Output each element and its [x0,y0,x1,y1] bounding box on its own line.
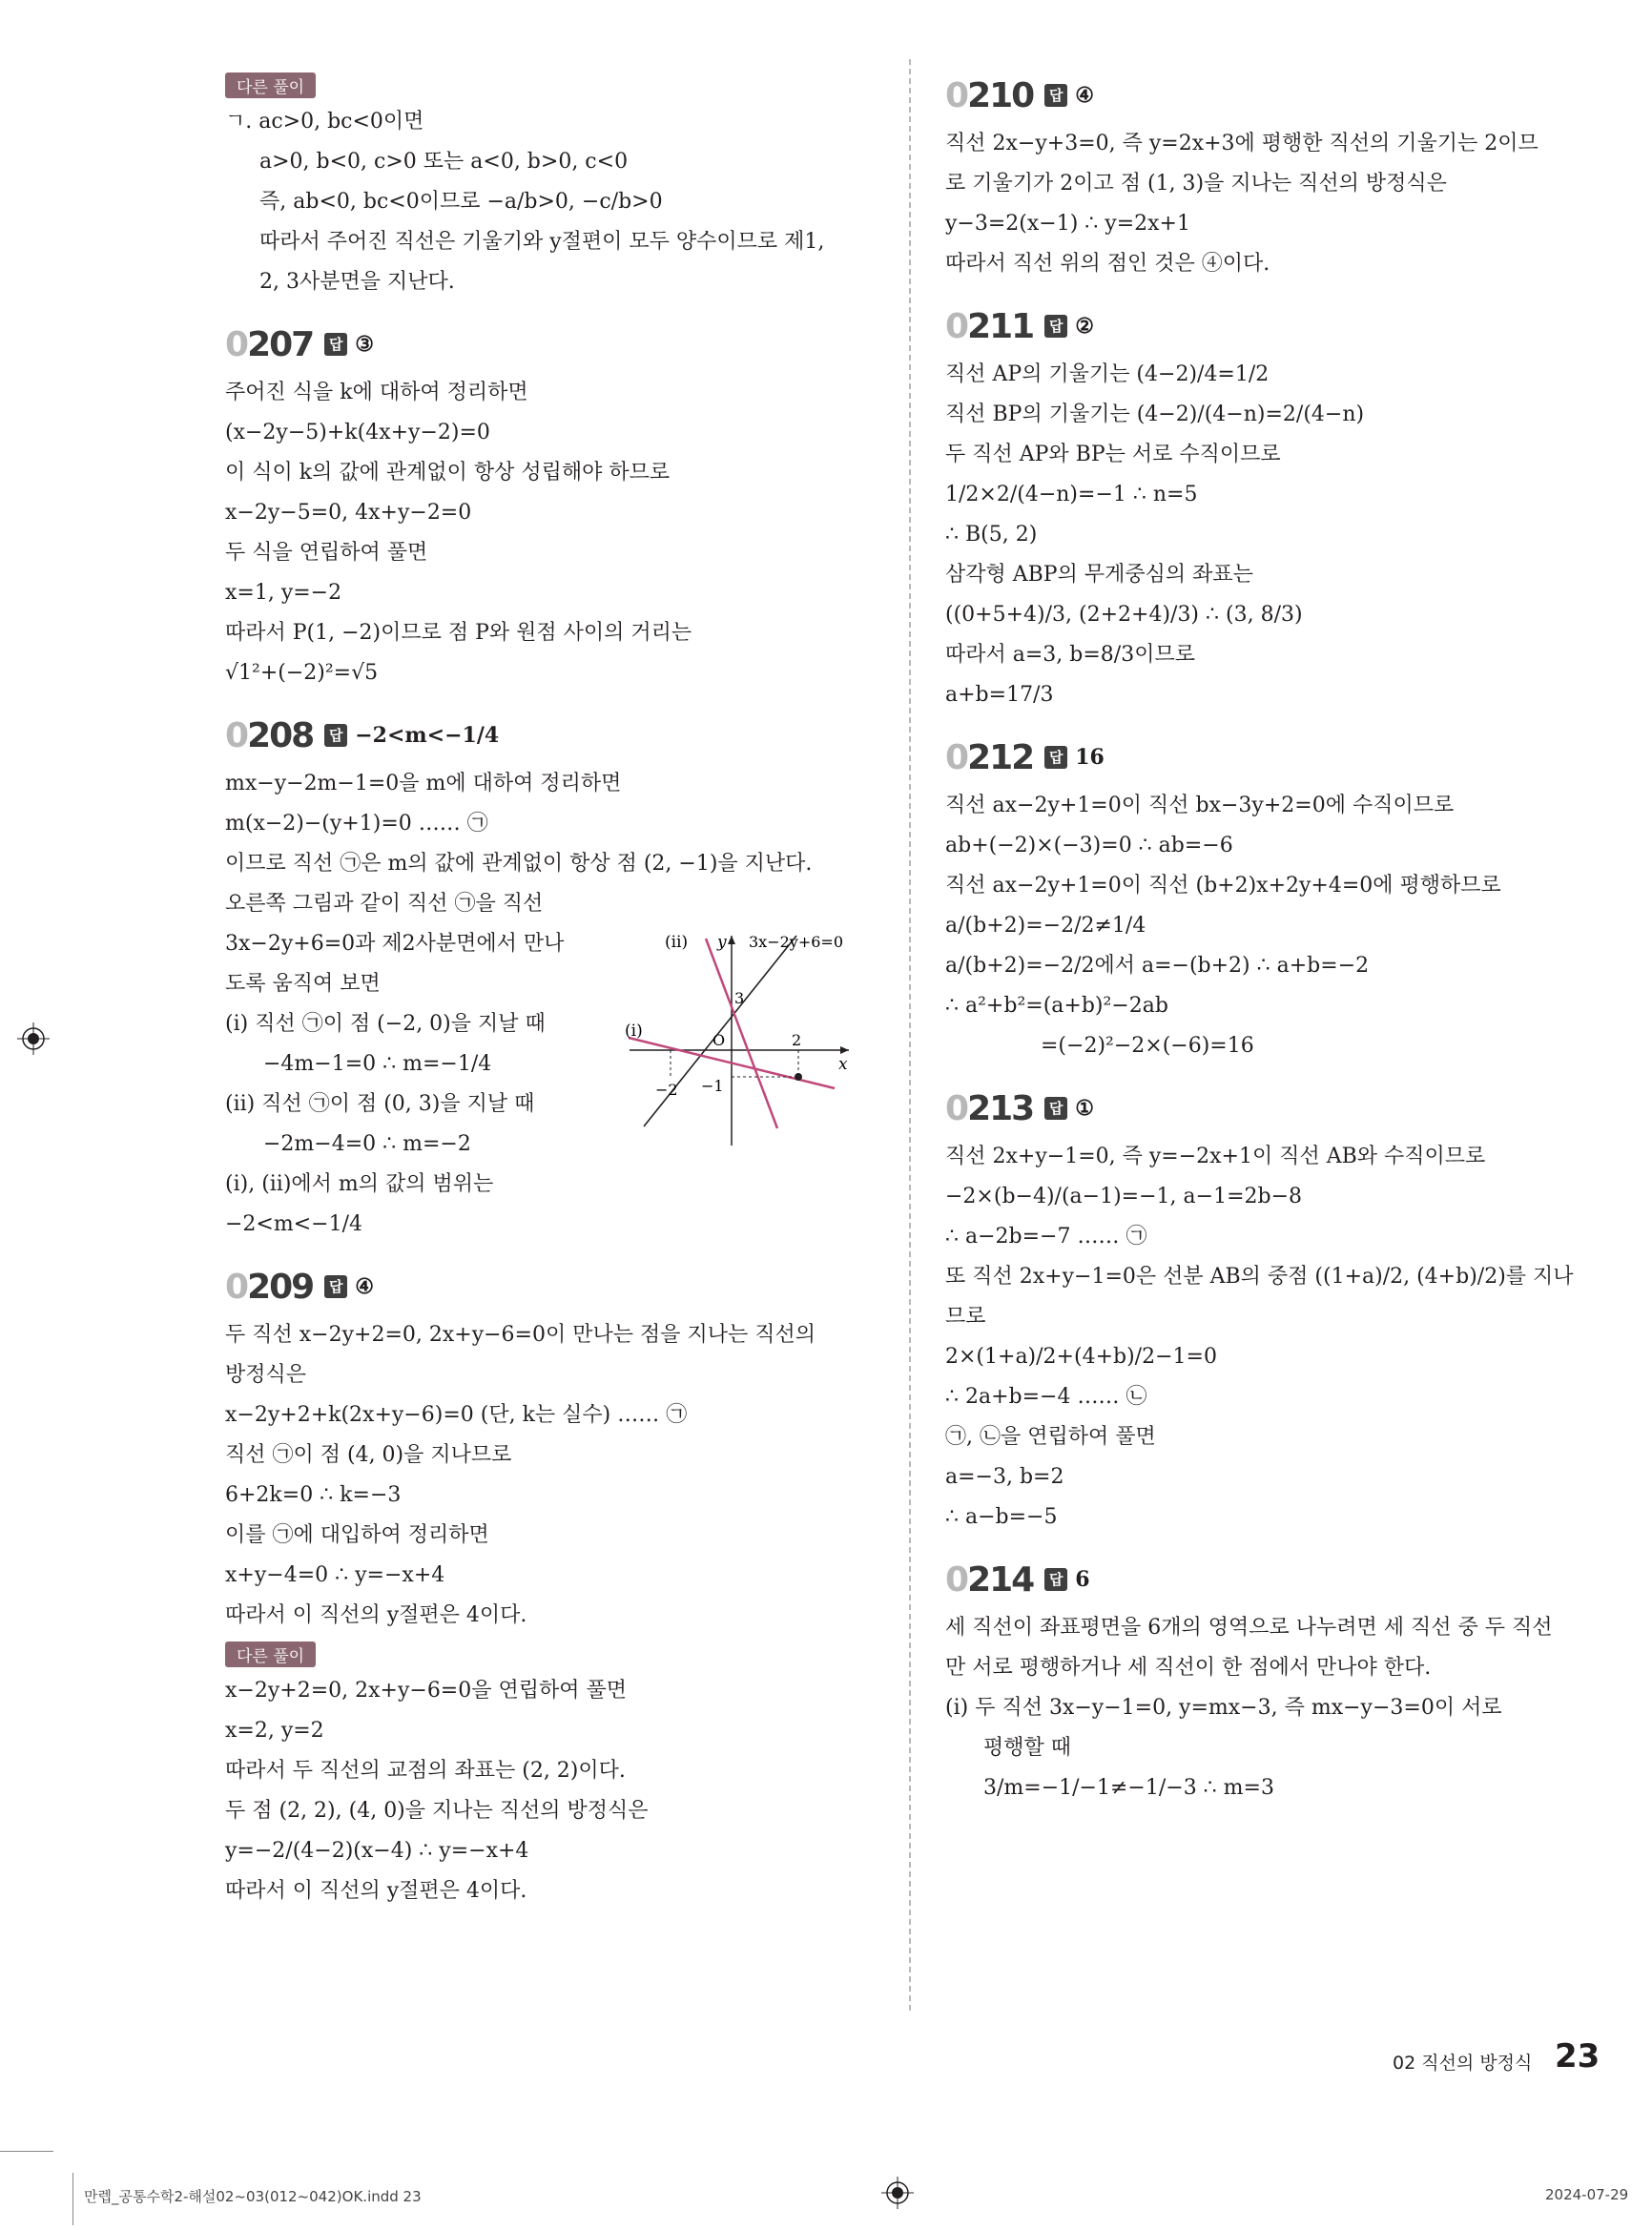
registration-mark-icon [881,2177,914,2209]
answer-value: 16 [1075,745,1105,770]
chapter-label: 02 직선의 방정식 [1393,2053,1533,2074]
text-line: 직선 2x+y−1=0, 즉 y=−2x+1이 직선 AB와 수직이므로 [945,1145,1486,1168]
registration-mark-icon [17,1022,50,1055]
text-line: 삼각형 ABP의 무게중심의 좌표는 [945,563,1253,587]
text-line: 또 직선 2x+y−1=0은 선분 AB의 중점 ((1+a)/2, (4+b)/2)를 지나 [945,1265,1574,1289]
solution-0212 [945,729,1594,1066]
alt-solution-tag: 다른 풀이 [225,1642,316,1667]
text-line: 두 식을 연립하여 풀면 [225,541,428,565]
text-line: x−2y+2+k(2x+y−6)=0 (단, k는 실수) …… ㉠ [225,1403,688,1427]
text-line: 3x−2y+6=0과 제2사분면에서 만나 [225,932,565,956]
answer-tag: 답 [324,724,347,747]
text-line: 오른쪽 그림과 같이 직선 ㉠을 직선 [225,892,544,916]
text-line: 주어진 식을 k에 대하여 정리하면 [225,381,528,404]
answer-value: ② [1075,314,1094,339]
text-line: mx−y−2m−1=0을 m에 대하여 정리하면 [225,772,622,795]
question-number: 0207 [225,324,314,364]
text-line: ∴ B(5, 2) [945,523,1038,547]
answer-value: ④ [1075,83,1094,108]
alt-solution-1 [225,67,874,302]
text-line: 2×(1+a)/2+(4+b)/2−1=0 [945,1345,1217,1369]
page-number: 23 [1555,2037,1600,2075]
question-number: 0210 [945,75,1034,115]
text-line: ((0+5+4)/3, (2+2+4)/3) ∴ (3, 8/3) [945,603,1303,627]
label-ii: (ⅱ) [665,933,689,952]
question-header [225,1258,874,1315]
text-line: a/(b+2)=−2/2≠1/4 [945,914,1146,938]
y-axis-label: y [717,933,727,952]
text-line: 따라서 두 직선의 교점의 좌표는 (2, 2)이다. [225,1759,626,1783]
text-line: x+y−4=0 ∴ y=−x+4 [225,1563,445,1587]
tick-neg1: −1 [701,1077,724,1095]
file-info: 만렙_공통수학2-해설02~03(012~042)OK.indd 23 [84,2188,422,2205]
solution-0210 [945,67,1594,284]
y-axis-arrow [728,936,735,944]
text-line: ∴ a²+b²=(a+b)²−2ab [945,994,1168,1018]
text-line: 직선 ax−2y+1=0이 직선 (b+2)x+2y+4=0에 평행하므로 [945,874,1501,898]
text-line: ㄱ. ac>0, bc<0이면 [225,110,424,134]
text-line: 세 직선이 좌표평면을 6개의 영역으로 나누려면 세 직선 중 두 직선 [945,1616,1553,1640]
crop-mark [72,2173,73,2225]
answer-tag: 답 [1044,84,1067,107]
fixed-point [795,1073,802,1081]
text-line: ∴ a−b=−5 [945,1505,1058,1529]
text-line: 따라서 이 직선의 y절편은 4이다. [225,1603,527,1627]
answer-value: ④ [355,1274,374,1299]
text-line: 직선 2x−y+3=0, 즉 y=2x+3에 평행한 직선의 기울기는 2이므 [945,132,1538,155]
alt-solution-tag: 다른 풀이 [225,72,316,98]
text-line: 3/m=−1/−1≠−1/−3 ∴ m=3 [983,1776,1274,1800]
text-line: ∴ a−2b=−7 …… ㉠ [945,1225,1147,1249]
text-line: 로 기울기가 2이고 점 (1, 3)을 지나는 직선의 방정식은 [945,172,1447,196]
text-line: 6+2k=0 ∴ k=−3 [225,1483,402,1507]
text-line: 따라서 직선 위의 점인 것은 ④이다. [945,252,1270,276]
text-line: 직선 ax−2y+1=0이 직선 bx−3y+2=0에 수직이므로 [945,794,1455,817]
text-line: 이를 ㉠에 대입하여 정리하면 [225,1523,489,1547]
text-line: (ⅱ) 직선 ㉠이 점 (0, 3)을 지날 때 [225,1092,535,1116]
question-number: 0209 [225,1267,314,1307]
answer-tag: 답 [324,1275,347,1298]
answer-tag: 답 [1044,1097,1067,1120]
answer-value: ① [1075,1096,1094,1121]
text-line: 직선 ㉠이 점 (4, 0)을 지나므로 [225,1443,512,1467]
text-line: y−3=2(x−1) ∴ y=2x+1 [945,212,1190,236]
text-line: (ⅰ) 직선 ㉠이 점 (−2, 0)을 지날 때 [225,1012,546,1036]
question-header [945,729,1594,786]
text-line: x−2y−5=0, 4x+y−2=0 [225,501,472,525]
text-line: 따라서 주어진 직선은 기울기와 y절편이 모두 양수이므로 제1, [259,230,825,254]
text-line: y=−2/(4−2)(x−4) ∴ y=−x+4 [225,1839,529,1863]
text-line: 도록 움직여 보면 [225,972,381,996]
answer-tag: 답 [1044,746,1067,769]
text-line: 따라서 P(1, −2)이므로 점 P와 원점 사이의 거리는 [225,621,692,645]
text-line: 두 점 (2, 2), (4, 0)을 지나는 직선의 방정식은 [225,1799,649,1823]
question-number: 0211 [945,306,1034,346]
text-line: x=1, y=−2 [225,581,342,605]
question-header [945,67,1594,124]
text-line: (ⅰ), (ⅱ)에서 m의 값의 범위는 [225,1172,494,1196]
text-line: a+b=17/3 [945,683,1054,707]
answer-tag: 답 [1044,1568,1067,1591]
text-line: ab+(−2)×(−3)=0 ∴ ab=−6 [945,834,1233,857]
text-line: ㉠, ㉡을 연립하여 풀면 [945,1425,1156,1449]
solution-0207 [225,316,874,693]
question-header [945,1551,1594,1608]
crop-mark [0,2151,53,2152]
solution-0209 [225,1258,874,1911]
text-line: 직선 BP의 기울기는 (4−2)/(4−n)=2/(4−n) [945,403,1365,426]
text-line: 방정식은 [225,1363,307,1387]
text-line: 즉, ab<0, bc<0이므로 −a/b>0, −c/b>0 [259,190,663,214]
text-line: 평행할 때 [983,1736,1072,1760]
answer-value: 6 [1075,1567,1090,1592]
right-column [945,67,1594,1808]
answer-tag: 답 [324,333,347,356]
text-line: a/(b+2)=−2/2에서 a=−(b+2) ∴ a+b=−2 [945,954,1370,978]
column-divider [909,59,911,2011]
text-line: 만 서로 평행하거나 세 직선이 한 점에서 만나야 한다. [945,1656,1432,1680]
tick-neg2: −2 [655,1081,678,1099]
x-axis-label: x [838,1055,848,1074]
text-line: ∴ 2a+b=−4 …… ㉡ [945,1385,1147,1409]
print-date: 2024-07-29 [1545,2186,1629,2203]
answer-value: ③ [355,332,374,357]
question-header [225,707,874,764]
text-line: (ⅰ) 두 직선 3x−y−1=0, y=mx−3, 즉 mx−y−3=0이 서로 [945,1696,1502,1720]
text-line: √1²+(−2)²=√5 [225,661,379,685]
text-line: 1/2×2/(4−n)=−1 ∴ n=5 [945,483,1198,506]
question-number: 0208 [225,715,314,755]
text-line: m(x−2)−(y+1)=0 …… ㉠ [225,812,488,836]
text-line: =(−2)²−2×(−6)=16 [1041,1034,1254,1058]
question-number: 0212 [945,737,1034,777]
tick-3: 3 [734,989,745,1007]
question-header [945,1080,1594,1137]
text-line: −2m−4=0 ∴ m=−2 [263,1132,471,1156]
question-header [945,298,1594,355]
text-line: 두 직선 AP와 BP는 서로 수직이므로 [945,443,1281,466]
text-line: 두 직선 x−2y+2=0, 2x+y−6=0이 만나는 점을 지나는 직선의 [225,1323,816,1347]
line-label: 3x−2y+6=0 [749,933,843,951]
text-line: −4m−1=0 ∴ m=−1/4 [263,1052,492,1076]
text-line: x−2y+2=0, 2x+y−6=0을 연립하여 풀면 [225,1679,627,1703]
question-number: 0214 [945,1559,1034,1600]
text-line: a>0, b<0, c>0 또는 a<0, b>0, c<0 [259,150,629,174]
text-line: (x−2y−5)+k(4x+y−2)=0 [225,421,490,444]
solution-0214 [945,1551,1594,1808]
solution-0213 [945,1080,1594,1538]
tick-2: 2 [792,1031,802,1049]
text-line: 직선 AP의 기울기는 (4−2)/4=1/2 [945,362,1270,386]
text-line: 2, 3사분면을 지난다. [259,270,455,294]
question-header [225,316,874,373]
text-line: 따라서 a=3, b=8/3이므로 [945,643,1195,667]
text-line: 따라서 이 직선의 y절편은 4이다. [225,1879,527,1903]
text-line: −2×(b−4)/(a−1)=−1, a−1=2b−8 [945,1185,1303,1208]
answer-tag: 답 [1044,315,1067,338]
origin-label: O [712,1031,726,1049]
text-line: 이므로 직선 ㉠은 m의 값에 관계없이 항상 점 (2, −1)을 지난다. [225,852,813,876]
text-line: 이 식이 k의 값에 관계없이 항상 성립해야 하므로 [225,461,671,485]
text-line: x=2, y=2 [225,1719,324,1743]
line-graph-figure [625,931,854,1150]
text-line: a=−3, b=2 [945,1465,1064,1489]
solution-0211 [945,298,1594,715]
x-axis-arrow [840,1046,849,1054]
text-line: −2<m<−1/4 [225,1212,362,1236]
question-number: 0213 [945,1088,1034,1128]
text-line: 므로 [945,1305,986,1329]
label-i: (ⅰ) [625,1022,643,1041]
answer-value: −2<m<−1/4 [355,723,500,748]
